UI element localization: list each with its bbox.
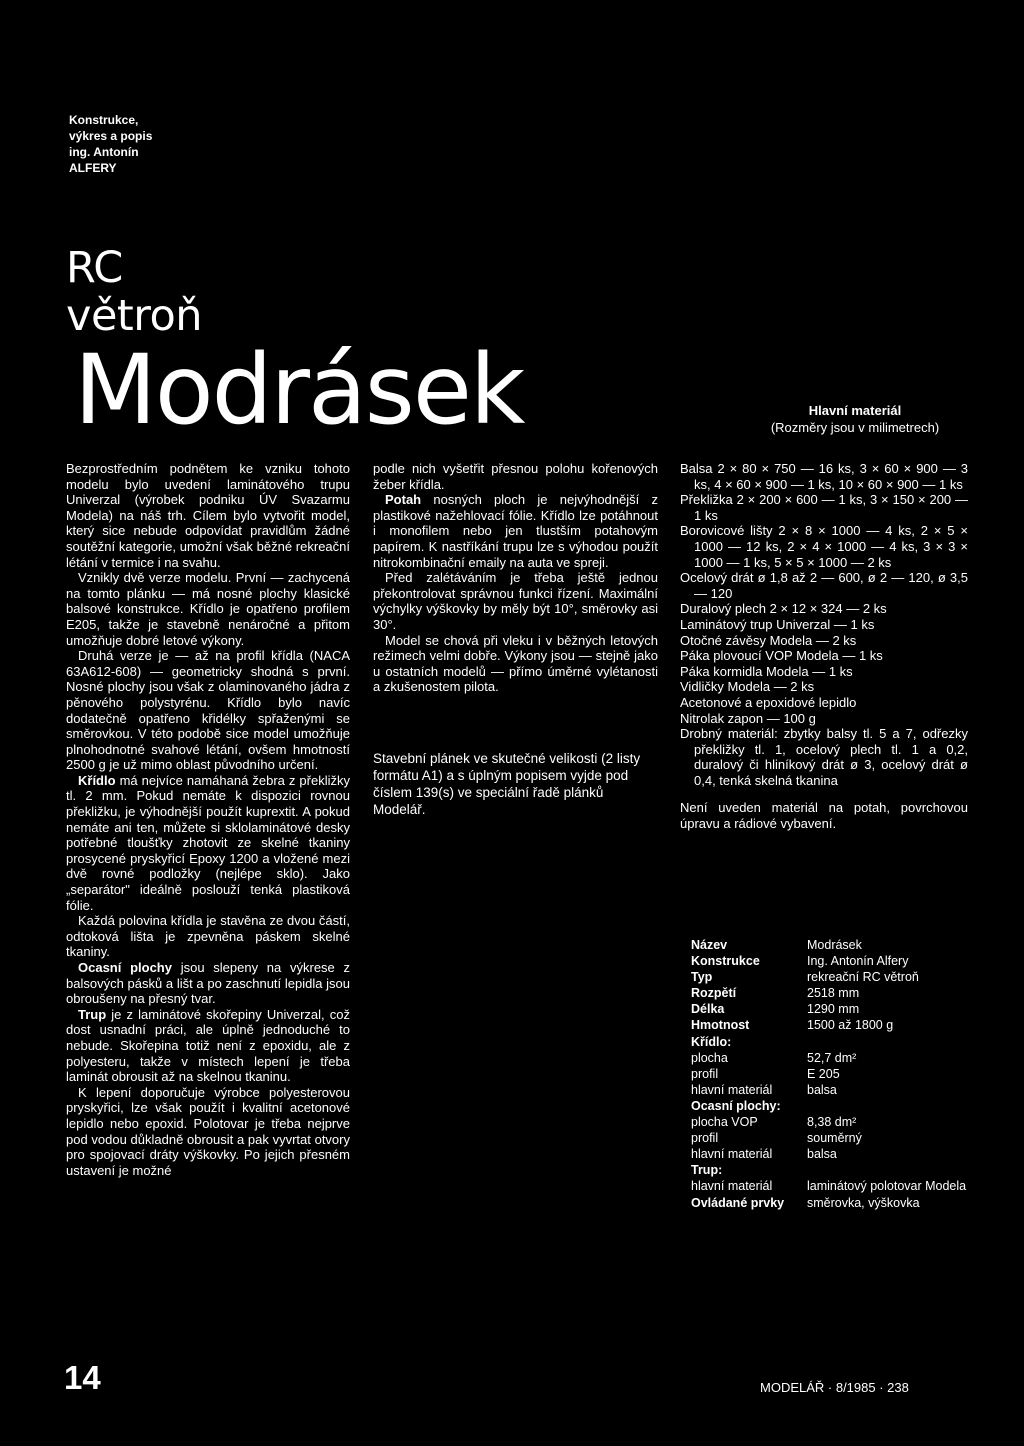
spec-key: profil bbox=[691, 1066, 719, 1081]
author-credits bbox=[69, 112, 152, 176]
paragraph: Druhá verze je — až na profil křídla (NACA 63A612-608) — geometricky shodná s první. Nosné plochy jsou však z olaminovaného jádra z pěnového polystyrénu. Křídlo bylo navíc dodatečně opatřeno křidélky spřaženými se směrovkou. V této podobě sice model umožňuje plnohodnotné svahové létání, ovšem hmotností 2500 g je už mimo oblast původního určení. bbox=[66, 648, 350, 773]
spec-row bbox=[691, 1162, 967, 1178]
material-item: Páka kormidla Modela — 1 ks bbox=[680, 663, 853, 679]
lead-label: Křídlo bbox=[78, 772, 116, 788]
spec-key: hlavní materiál bbox=[691, 1082, 773, 1097]
spec-key: Typ bbox=[691, 970, 713, 985]
spec-row bbox=[691, 1146, 967, 1162]
credit-line: ALFERY bbox=[69, 161, 117, 175]
materials-title: Hlavní materiál bbox=[808, 403, 902, 418]
spec-value: souměrný bbox=[807, 1131, 862, 1146]
lead-label: Trup bbox=[78, 1006, 107, 1022]
spec-value: balsa bbox=[807, 1147, 837, 1162]
spec-row bbox=[691, 1017, 967, 1033]
material-item: Laminátový trup Univerzal — 1 ks bbox=[680, 616, 875, 632]
spec-value bbox=[807, 1098, 967, 1114]
materials-header bbox=[690, 402, 1020, 436]
paragraph-text: má nejvíce namáhaná žebra z překližky tl. 2 mm. Pokud nemáte k dispozici rovnou překližku, je výhodnější použít kuprextit. A pokud nemáte ani ten, můžete si sklolaminátové desky potřebné tloušťky zhotovit ze skelné tkaniny prosycené pryskyřicí Epoxy 1200 a vložené mezi dvě rovné podložky (nejlépe sklo). Jako „separátor" ideálně poslouží tenká plastiková fólie. bbox=[66, 772, 350, 913]
spec-row bbox=[691, 985, 967, 1001]
paragraph bbox=[373, 492, 658, 570]
spec-key: plocha VOP bbox=[691, 1115, 758, 1130]
spec-key: Ovládané prvky bbox=[691, 1195, 785, 1210]
paragraph-text: je z laminátové skořepiny Univerzal, což dost usnadní práci, ale úplně jednoduché to nebude. Skořepina totiž není z epoxidu, ale z polyesteru, takže v místech lepení je třeba laminát obrousit až na skelnou tkaninu. bbox=[66, 1006, 350, 1085]
materials-subtitle: (Rozměry jsou v milimetrech) bbox=[770, 420, 940, 435]
material-item: Duralový plech 2 × 12 × 324 — 2 ks bbox=[680, 601, 887, 617]
article-kicker bbox=[66, 244, 202, 340]
spec-value: 2518 mm bbox=[807, 986, 860, 1001]
paragraph bbox=[66, 1007, 350, 1085]
spec-value: 52,7 dm² bbox=[807, 1050, 857, 1065]
spec-value: 1500 až 1800 g bbox=[807, 1018, 894, 1033]
material-item: Borovicové lišty 2 × 8 × 1000 — 4 ks, 2 × 5 × 1000 — 12 ks, 2 × 4 × 1000 — 4 ks, 3 × 3 × 1000 — 1 ks, 5 × 5 × 1000 — 2 ks bbox=[680, 523, 968, 570]
spec-value: 1290 mm bbox=[807, 1002, 860, 1017]
spec-key: plocha bbox=[691, 1050, 728, 1065]
paragraph bbox=[66, 960, 350, 1007]
spec-key: Hmotnost bbox=[691, 1018, 750, 1033]
spec-key: Rozpětí bbox=[691, 986, 737, 1001]
lead-label: Ocasní plochy bbox=[78, 960, 172, 975]
spec-key: hlavní materiál bbox=[691, 1179, 773, 1194]
paragraph: podle nich vyšetřit přesnou polohu kořenových žeber křídla. bbox=[373, 461, 658, 492]
paragraph: Každá polovina křídla je stavěna ze dvou částí, odtoková lišta je zpevněna páskem skelné tkaniny. bbox=[66, 913, 350, 960]
paragraph bbox=[66, 773, 350, 913]
spec-row bbox=[691, 1195, 967, 1211]
spec-key: hlavní materiál bbox=[691, 1147, 773, 1162]
paragraph: Bezprostředním podnětem ke vzniku tohoto modelu bylo uvedení laminátového trupu Univerzal (výrobek podniku ÚV Svazarmu Modela) na náš trh. Cílem bylo vytvořit model, který sice nebude odpovídat pravidlům žádné soutěžní kategorie, umožní však běžné rekreační létání v termice i na svahu. bbox=[66, 461, 350, 570]
material-item: Páka plovoucí VOP Modela — 1 ks bbox=[680, 648, 883, 664]
spec-value: Modrásek bbox=[807, 938, 862, 952]
spec-row bbox=[691, 1066, 967, 1082]
kicker-line: větroň bbox=[66, 291, 203, 341]
materials-list bbox=[680, 461, 968, 832]
spec-table bbox=[691, 937, 967, 1211]
page-footer: MODELÁŘ · 8/1985 · 238 bbox=[760, 1380, 909, 1395]
material-item: Vidličky Modela — 2 ks bbox=[680, 679, 815, 695]
paragraph: Před zalétáváním je třeba ještě jednou překontrolovat správnou funkci řízení. Maximální výchylky výškovky by měly být 10°, směrovky asi 30°. bbox=[373, 570, 658, 632]
paragraph: Vznikly dvě verze modelu. První — zachycená na tomto plánku — má nosné plochy klasické balsové konstrukce. Křídlo je opatřeno profilem E205, takže je stavebně nenáročné a přitom umožňuje dobré letové výkony. bbox=[66, 570, 350, 648]
spec-value: balsa bbox=[807, 1082, 837, 1097]
spec-row bbox=[691, 1034, 967, 1050]
spec-row bbox=[691, 1050, 967, 1066]
paragraph-text: jsou slepeny na výkrese z balsových pásků a lišt a po zaschnutí lepidla jsou obroušeny na přesný tvar. bbox=[66, 960, 350, 1007]
paragraph-text: nosných ploch je nejvýhodnější z plastikové nažehlovací fólie. Křídlo lze potáhnout i monofilem nebo jen tlustším potahovým papírem. K nastříkání trupu lze s výhodou použít nitrokombinační emaily na auta ve spreji. bbox=[373, 492, 658, 570]
text-column-1 bbox=[66, 461, 350, 1178]
spec-value: E 205 bbox=[807, 1066, 840, 1081]
spec-key: Název bbox=[691, 938, 728, 952]
spec-key: Trup: bbox=[691, 1163, 723, 1178]
materials-note: Není uveden materiál na potah, povrchovou úpravu a rádiové vybavení. bbox=[680, 800, 968, 832]
kicker-line: RC bbox=[66, 243, 123, 293]
spec-value bbox=[807, 1162, 967, 1178]
material-item: Překližka 2 × 200 × 600 — 1 ks, 3 × 150 × 200 — 1 ks bbox=[680, 492, 968, 523]
spec-row bbox=[691, 1082, 967, 1098]
spec-key: profil bbox=[691, 1131, 719, 1146]
material-item: Otočné závěsy Modela — 2 ks bbox=[680, 632, 857, 648]
material-item: Balsa 2 × 80 × 750 — 16 ks, 3 × 60 × 900 — 3 ks, 4 × 60 × 900 — 1 ks, 10 × 60 × 900 — 1 ks bbox=[680, 461, 968, 492]
text-column-2 bbox=[373, 461, 658, 818]
credit-line: výkres a popis bbox=[69, 129, 153, 143]
spec-key: Křídlo: bbox=[691, 1034, 732, 1049]
paragraph: Model se chová při vleku i v běžných letových režimech velmi dobře. Výkony jsou — stejně jako u ostatních modelů — přímo úměrné vylétanosti a zkušenostem pilota. bbox=[373, 632, 658, 695]
material-item: Ocelový drát ø 1,8 až 2 — 600, ø 2 — 120, ø 3,5 — 120 bbox=[680, 570, 968, 601]
spec-key: Konstrukce bbox=[691, 954, 760, 969]
spec-row bbox=[691, 937, 967, 953]
spec-row bbox=[691, 1098, 967, 1114]
spec-row bbox=[691, 953, 967, 969]
material-item: Drobný materiál: zbytky balsy tl. 5 a 7, odřezky překližky tl. 1, ocelový plech tl. 1 a 0,2, duralový či hliníkový drát ø 3, ocelový drát ø 0,4, tenká skelná tkanina bbox=[680, 726, 968, 788]
spec-value: směrovka, výškovka bbox=[807, 1195, 920, 1210]
material-item: Nitrolak zapon — 100 g bbox=[680, 710, 816, 726]
plan-note: Stavební plánek ve skutečné velikosti (2 listy formátu A1) a s úplným popisem vyjde pod číslem 139(s) ve speciální řadě plánků Modelář. bbox=[373, 750, 641, 817]
paragraph: K lepení doporučuje výrobce polyesterovou pryskyřici, lze však použít i kvalitní acetonové lepidlo nebo epoxid. Polotovar je třeba nejprve pod vodou důkladně obrousit a pak vyvrtat otvory pro spojovací dráty výškovky. Po jejich přesném ustavení je možné bbox=[66, 1084, 350, 1178]
spec-row bbox=[691, 1178, 967, 1194]
spec-value: Ing. Antonín Alfery bbox=[807, 954, 909, 969]
spec-key: Ocasní plochy: bbox=[691, 1098, 781, 1113]
credit-line: Konstrukce, bbox=[69, 113, 139, 127]
article-title: Modrásek bbox=[74, 334, 524, 446]
spec-key: Délka bbox=[691, 1002, 725, 1017]
spec-row bbox=[691, 1001, 967, 1017]
credit-line: ing. Antonín bbox=[69, 145, 139, 159]
spec-row bbox=[691, 969, 967, 985]
spec-row bbox=[691, 1130, 967, 1146]
material-item: Acetonové a epoxidové lepidlo bbox=[680, 694, 857, 710]
spec-value: rekreační RC větroň bbox=[807, 970, 919, 985]
page-number: 14 bbox=[64, 1359, 101, 1396]
spec-value: laminátový polotovar Modela bbox=[807, 1179, 967, 1194]
spec-value bbox=[807, 1034, 967, 1050]
spec-row bbox=[691, 1114, 967, 1130]
spec-value: 8,38 dm² bbox=[807, 1115, 857, 1130]
lead-label: Potah bbox=[385, 492, 422, 508]
